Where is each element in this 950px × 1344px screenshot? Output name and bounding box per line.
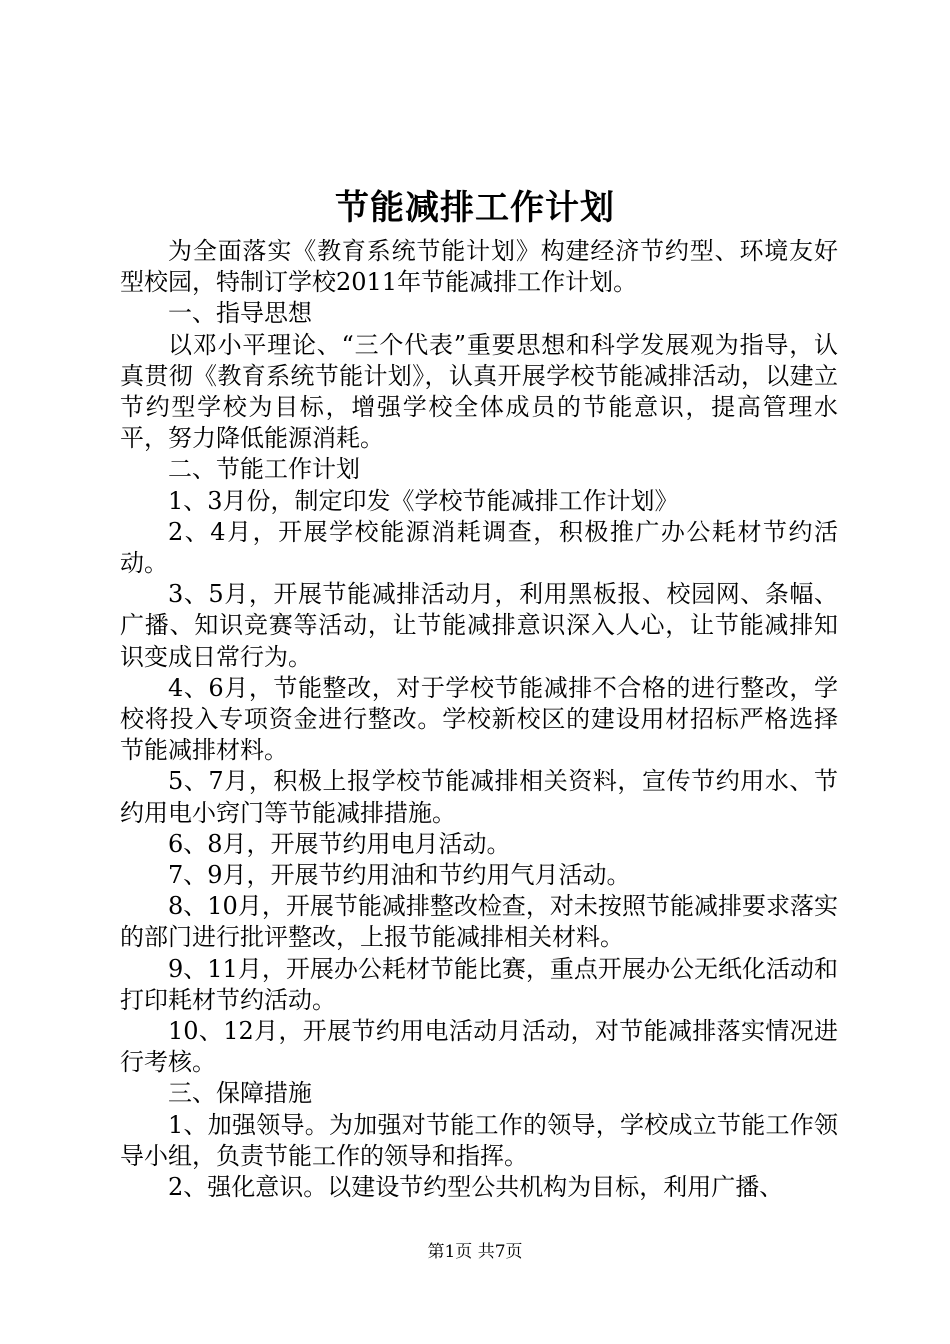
- plan-item-march: 1、3月份，制定印发《学校节能减排工作计划》: [168, 486, 679, 515]
- plan-item-august: 6、8月，开展节约用电月活动。: [168, 829, 511, 858]
- document-title: 节能减排工作计划: [335, 188, 615, 228]
- plan-item-june: 4、6月，节能整改，对于学校节能减排不合格的进行整改，学校将投入专项资金进行整改。学校新校区的建设用材招标严格选择节能减排材料。: [120, 673, 838, 765]
- section-heading-guiding-thought: 一、指导思想: [168, 299, 312, 328]
- plan-item-october: 8、10月，开展节能减排整改检查，对未按照节能减排要求落实的部门进行批评整改，上报节能减排相关材料。: [120, 892, 838, 952]
- section-heading-safeguards: 三、保障措施: [168, 1079, 312, 1108]
- plan-item-september: 7、9月，开展节约用油和节约用气月活动。: [168, 861, 631, 890]
- plan-item-november: 9、11月，开展办公耗材节能比赛，重点开展办公无纸化活动和打印耗材节约活动。: [120, 954, 838, 1014]
- paragraph-intro: 为全面落实《教育系统节能计划》构建经济节约型、环境友好型校园，特制订学校2011年节能减排工作计划。: [120, 237, 838, 297]
- page-number-footer: 第1页 共7页: [427, 1242, 523, 1262]
- paragraph-guiding-thought: 以邓小平理论、“三个代表”重要思想和科学发展观为指导，认真贯彻《教育系统节能计划》，认真开展学校节能减排活动，以建立节约型学校为目标，增强学校全体成员的节能意识，提高管理水平，努力降低能源消耗。: [120, 330, 838, 453]
- document-body: [120, 236, 838, 1203]
- plan-item-april: 2、4月，开展学校能源消耗调查，积极推广办公耗材节约活动。: [120, 517, 838, 578]
- safeguard-item-awareness: 2、强化意识。以建设节约型公共机构为目标，利用广播、: [168, 1173, 784, 1202]
- plan-item-may: 3、5月，开展节能减排活动月，利用黑板报、校园网、条幅、广播、知识竞赛等活动，让节能减排意识深入人心，让节能减排知识变成日常行为。: [120, 580, 838, 671]
- plan-item-december: 10、12月，开展节约用电活动月活动，对节能减排落实情况进行考核。: [120, 1017, 838, 1077]
- plan-item-july: 5、7月，积极上报学校节能减排相关资料，宣传节约用水、节约用电小窍门等节能减排措施。: [120, 767, 838, 827]
- section-heading-work-plan: 二、节能工作计划: [168, 455, 360, 484]
- safeguard-item-leadership: 1、加强领导。为加强对节能工作的领导，学校成立节能工作领导小组，负责节能工作的领导和指挥。: [120, 1110, 838, 1170]
